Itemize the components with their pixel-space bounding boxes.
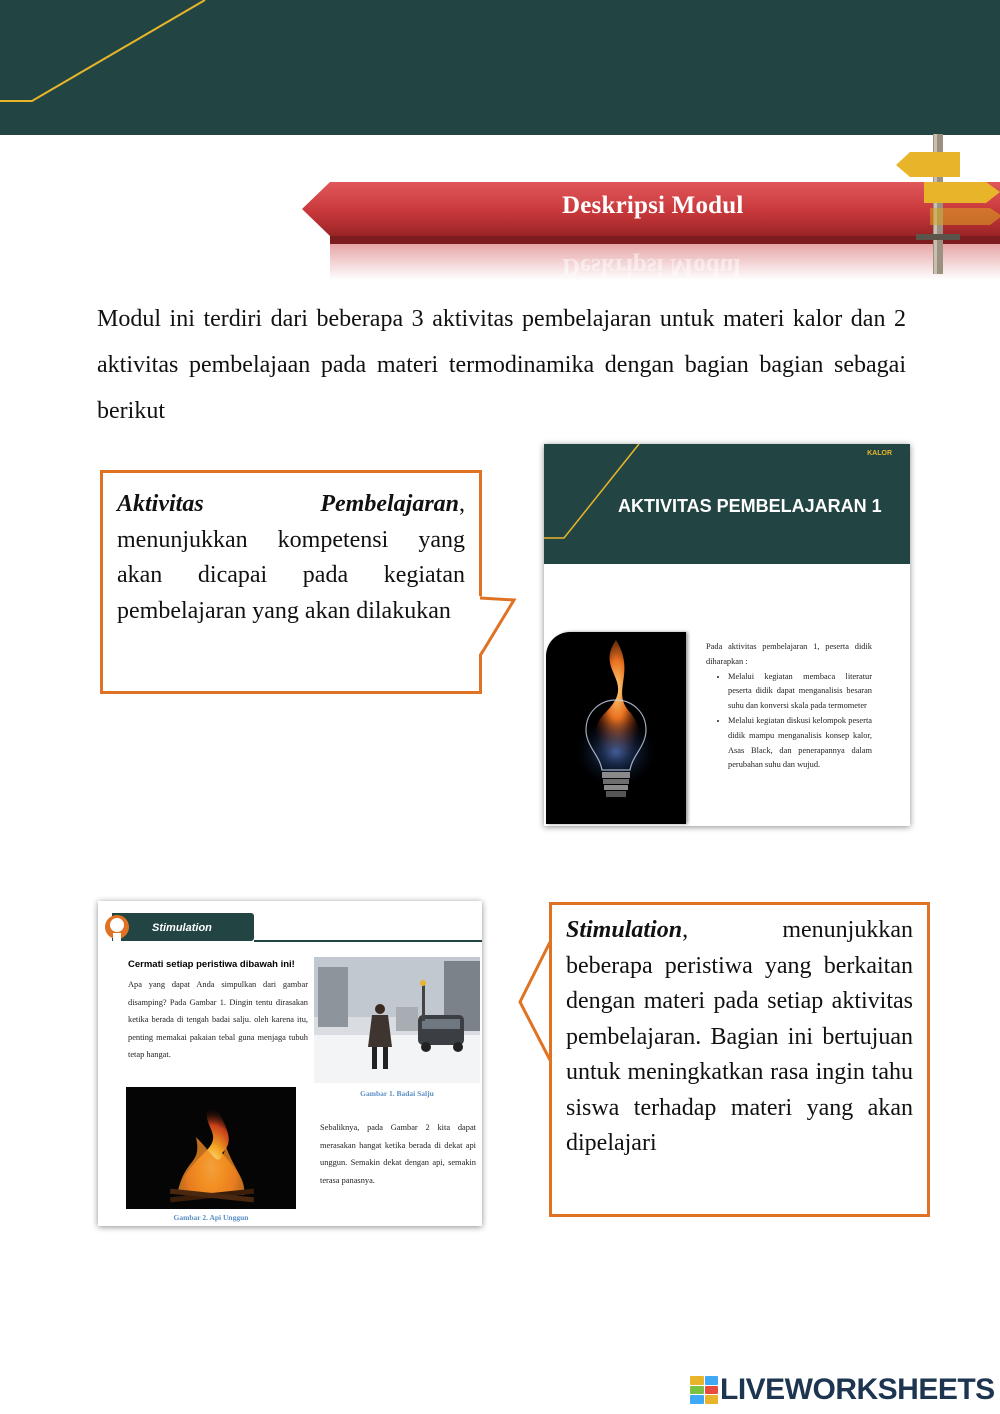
lightbulb-flame-image [546,632,686,824]
campfire-caption: Gambar 2. Api Unggun [173,1213,249,1222]
stimulation-label: Stimulation [152,922,212,934]
lightbulb-emblem-icon [102,909,132,947]
stimulation-paragraph-1: Apa yang dapat Anda simpulkan dari gambar disamping? Pada Gambar 1. Dingin tentu dirasakan ketika berada di tengah badai salju. oleh karena itu, penting memakai pakaian tebal guna menjaga tubuh tetap hangat. [128,980,308,1060]
snowstorm-caption: Gambar 1. Badai Salju [360,1089,434,1098]
liveworksheets-brand: LIVEWORKSHEETS [720,1373,995,1406]
ribbon-title: Deskripsi Modul [562,192,744,219]
lightbulb-icon [546,632,686,824]
thumbnail-title: AKTIVITAS PEMBELAJARAN 1 [618,496,882,516]
stimulation-page-thumbnail [98,901,482,1226]
liveworksheets-logo-icon [690,1376,718,1404]
objective-item: • Melalui kegiatan membaca literatur peserta didik dapat menganalisis besaran suhu dan konversi skala pada termometer [728,670,872,714]
objective-item: • Melalui kegiatan diskusi kelompok peserta didik mampu menganalisis konsep kalor, Asas Black, dan penerapannya dalam perubahan suhu dan wujud. [728,714,872,773]
campfire-icon [126,1087,296,1209]
stimulation-description: , menunjukkan beberapa peristiwa yang berkaitan dengan materi pada setiap aktivitas pembelajaran. Bagian ini bertujuan untuk meningkatkan rasa ingin tahu siswa terhadap materi yang akan dipelajari [566,917,913,1156]
intro-paragraph: Modul ini terdiri dari beberapa 3 aktivitas pembelajaran untuk materi kalor dan 2 aktivitas pembelajaan pada materi termodinamika dengan bagian bagian sebagai berikut [97,306,906,424]
stimulation-term: Stimulation [566,917,683,943]
objectives-lead: Pada aktivitas pembelajaran 1, peserta didik diharapkan : [706,642,872,666]
activity-page-thumbnail [544,444,910,826]
objectives-list [728,670,872,774]
activity-callout-pointer [478,594,518,660]
ribbon-title-reflection: Deskripsi Modul [562,253,741,280]
liveworksheets-logo [690,1374,995,1406]
header-band [0,0,1000,135]
activity-description: , menunjukkan kompetensi yang akan dicapai pada kegiatan pembelajaran yang akan dilakukan [117,491,465,624]
header-decoration [0,0,1000,135]
snowstorm-icon [314,957,480,1083]
snowstorm-image [314,957,480,1083]
stimulation-header-line [254,940,482,942]
campfire-image [126,1087,296,1209]
stimulation-heading: Cermati setiap peristiwa dibawah ini! [128,959,295,970]
stimulation-paragraph-2: Sebaliknya, pada Gambar 2 kita dapat merasakan hangat ketika berada di dekat api unggun. Semakin dekat dengan api, semakin terasa panasnya. [320,1123,476,1185]
thumbnail-objectives [706,640,872,773]
thumbnail-tag: KALOR [867,450,892,457]
activity-term: Aktivitas Pembelajaran [117,491,459,517]
stimulation-callout [549,902,930,1217]
activity-callout [100,470,482,694]
signpost-icon [890,130,1000,280]
